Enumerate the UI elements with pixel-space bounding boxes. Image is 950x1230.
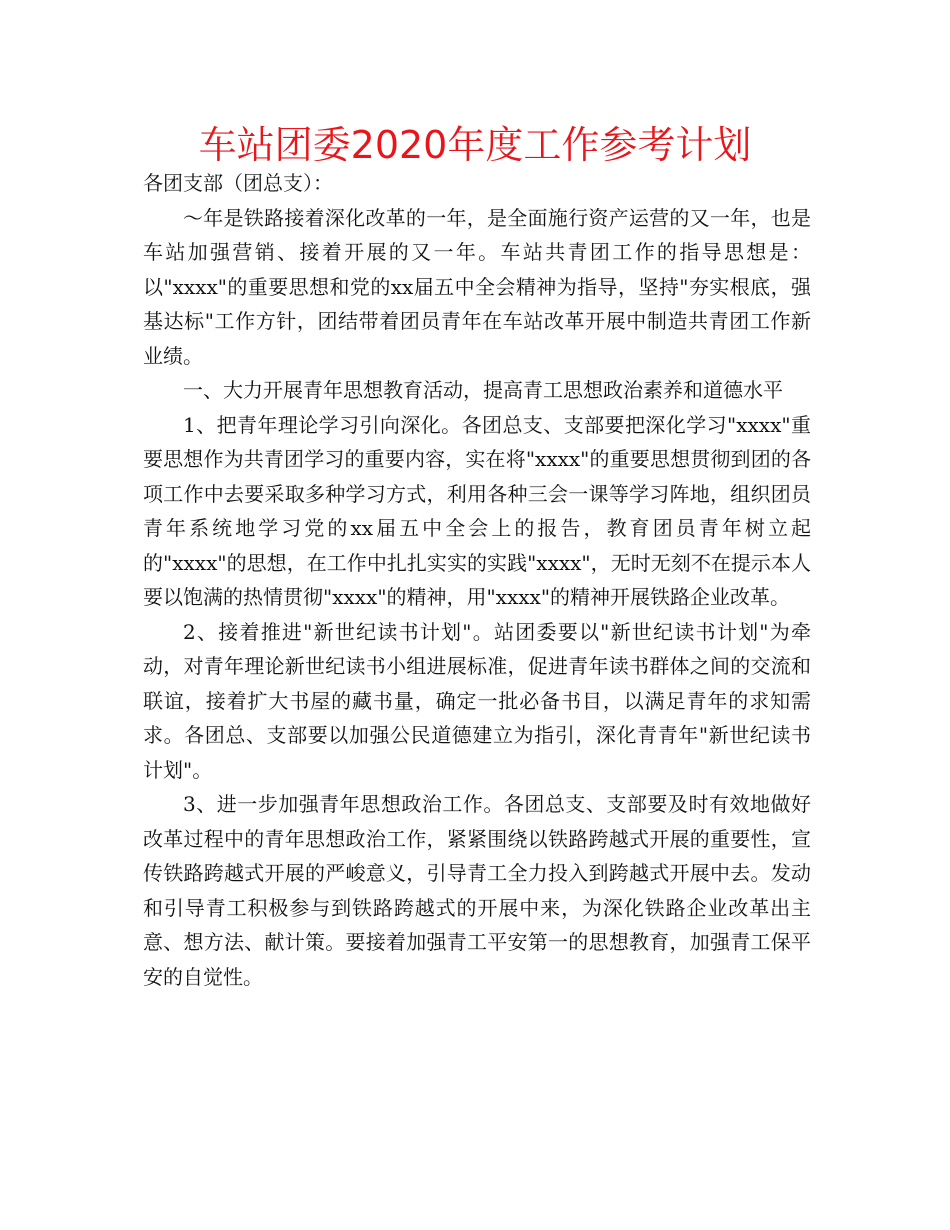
document-body [143,166,811,994]
paragraph-item-1: 1、把青年理论学习引向深化。各团总支、支部要把深化学习"xxxx"重要思想作为共青团学习的重要内容，实在将"xxxx"的重要思想贯彻到团的各项工作中去要采取多种学习方式，利用各种三会一课等学习阵地，组织团员青年系统地学习党的xx届五中全会上的报告，教育团员青年树立起的"xxxx"的思想，在工作中扎扎实实的实践"xxxx"，无时无刻不在提示本人要以饱满的热情贯彻"xxxx"的精神，用"xxxx"的精神开展铁路企业改革。 [143,412,811,609]
paragraph-item-2: 2、接着推进"新世纪读书计划"。站团委要以"新世纪读书计划"为牵动，对青年理论新世纪读书小组进展标准，促进青年读书群体之间的交流和联谊，接着扩大书屋的藏书量，确定一批必备书目，以满足青年的求知需求。各团总、支部要以加强公民道德建立为指引，深化青青年"新世纪读书计划"。 [143,619,811,782]
paragraph-intro: ～年是铁路接着深化改革的一年，是全面施行资产运营的又一年，也是车站加强营销、接着开展的又一年。车站共青团工作的指导思想是：以"xxxx"的重要思想和党的xx届五中全会精神为指导，坚持"夯实根底，强基达标"工作方针，团结带着团员青年在车站改革开展中制造共青团工作新业绩。 [143,205,811,368]
document-title: 车站团委2020年度工作参考计划 [198,123,752,167]
paragraph-item-3: 3、进一步加强青年思想政治工作。各团总支、支部要及时有效地做好改革过程中的青年思想政治工作，紧紧围绕以铁路跨越式开展的重要性，宣传铁路跨越式开展的严峻意义，引导青工全力投入到跨越式开展中去。发动和引导青工积极参与到铁路跨越式的开展中来，为深化铁路企业改革出主意、想方法、献计策。要接着加强青工平安第一的思想教育，加强青工保平安的自觉性。 [143,792,811,989]
salutation: 各团支部（团总支）： [143,171,333,195]
section-heading-1: 一、大力开展青年思想教育活动，提高青工思想政治素养和道德水平 [183,378,783,402]
